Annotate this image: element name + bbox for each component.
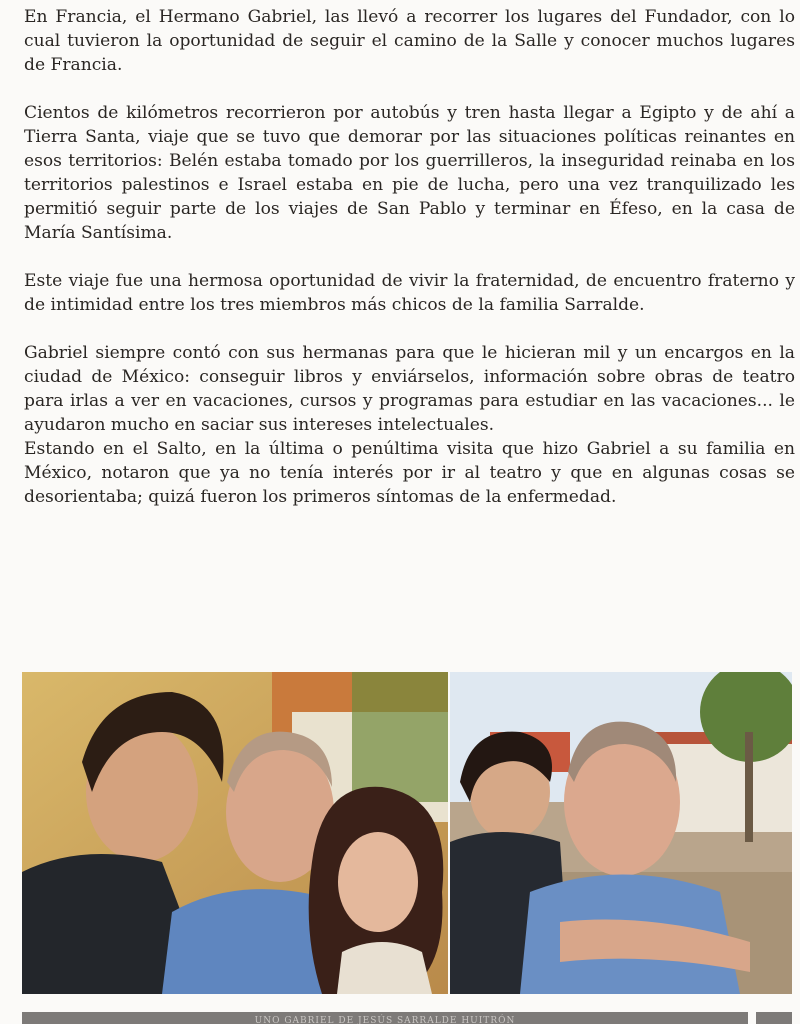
- family-photo-left: [22, 672, 448, 994]
- article-body: [24, 5, 795, 533]
- running-title: UNO GABRIEL DE JESÚS SARRALDE HUITRÓN: [254, 1016, 516, 1024]
- paragraph-francia: En Francia, el Hermano Gabriel, las llevó a recorrer los lugares del Fundador, con lo cual tuvieron la oportunidad de seguir el camino de la Salle y conocer muchos lugares de Francia.: [24, 7, 795, 75]
- footer-bar: [22, 1012, 748, 1024]
- paragraph-fraternidad: Este viaje fue una hermosa oportunidad de vivir la fraternidad, de encuentro fraterno y de intimidad entre los tres miembros más chicos de la familia Sarralde.: [24, 271, 795, 315]
- paragraph-tierra-santa: Cientos de kilómetros recorrieron por autobús y tren hasta llegar a Egipto y de ahí a Tierra Santa, viaje que se tuvo que demorar por las situaciones políticas reinantes en esos territorios: Belén estaba tomado por los guerrilleros, la inseguridad reinaba en los territorios palestinos e Israel estaba en pie de lucha, pero una vez tranquilizado les permitió seguir parte de los viajes de San Pablo y terminar en Éfeso, en la casa de María Santísima.: [24, 103, 795, 243]
- paragraph-encargos: Gabriel siempre contó con sus hermanas para que le hicieran mil y un encargos en la ciudad de México: conseguir libros y enviárselos, información sobre obras de teatro para irlas a ver en vacaciones, cursos y programas para estudiar en las vacaciones... le ayudaron mucho en saciar sus intereses intelectuales.: [24, 343, 795, 435]
- family-photo-right: [450, 672, 792, 994]
- page-number-tab: [756, 1012, 792, 1024]
- photo-row: [22, 672, 792, 994]
- paragraph-enfermedad: Estando en el Salto, en la última o penúltima visita que hizo Gabriel a su familia en México, notaron que ya no tenía interés por ir al teatro y que en algunas cosas se desorientaba; quizá fueron los primeros síntomas de la enfermedad.: [24, 439, 795, 507]
